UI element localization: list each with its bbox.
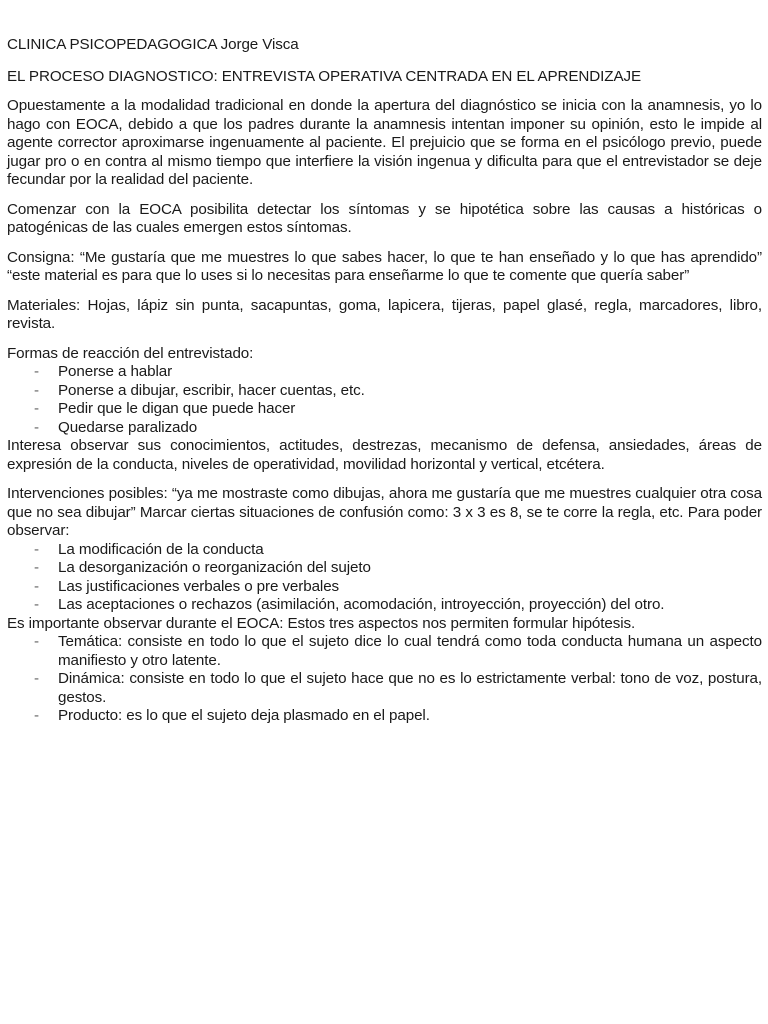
document-title: CLINICA PSICOPEDAGOGICA Jorge Visca	[7, 36, 299, 53]
aspects-list	[7, 633, 762, 726]
list-item: - Las aceptaciones o rechazos (asimilación, acomodación, introyección, proyección) del otro.	[7, 596, 762, 615]
list-item: - Ponerse a dibujar, escribir, hacer cuentas, etc.	[7, 382, 762, 401]
paragraph-materiales: Materiales: Hojas, lápiz sin punta, sacapuntas, goma, lapicera, tijeras, papel glasé, regla, marcadores, libro, revista.	[7, 296, 762, 332]
document-subtitle: EL PROCESO DIAGNOSTICO: ENTREVISTA OPERATIVA CENTRADA EN EL APRENDIZAJE	[7, 67, 642, 85]
paragraph-importante: Es importante observar durante el EOCA: Estos tres aspectos nos permiten formular hipótesis.	[7, 614, 636, 632]
list-item: - La modificación de la conducta	[7, 541, 762, 560]
list-item: - Temática: consiste en todo lo que el sujeto dice lo cual tendrá como toda conducta humana un aspecto manifiesto y otro latente.	[7, 633, 762, 670]
list-item: - Quedarse paralizado	[7, 419, 762, 438]
observations-list	[7, 541, 762, 615]
paragraph-consigna: Consigna: “Me gustaría que me muestres lo que sabes hacer, lo que te han enseñado y lo que has aprendido” “este material es para que lo uses si lo necesitas para enseñarme lo que te comente que quería saber”	[7, 248, 762, 284]
list-item: - Ponerse a hablar	[7, 363, 762, 382]
list-item: - La desorganización o reorganización del sujeto	[7, 559, 762, 578]
paragraph-reactions-heading: Formas de reacción del entrevistado:	[7, 344, 254, 362]
paragraph-intro: Opuestamente a la modalidad tradicional en donde la apertura del diagnóstico se inicia con la anamnesis, yo lo hago con EOCA, debido a que los padres durante la anamnesis intentan imponer su opinión, esto le impide al agente corrector aproximarse ingenuamente al paciente. El prejuicio que se forma en el psicólogo previo, puede jugar pro o en contra al mismo tiempo que interfiere la visión ingenua y dificulta para que el entrevistador se deje fecundar por la realidad del paciente.	[7, 97, 762, 188]
list-item: - Las justificaciones verbales o pre verbales	[7, 578, 762, 597]
list-item: - Dinámica: consiste en todo lo que el sujeto hace que no es lo estrictamente verbal: tono de voz, postura, gestos.	[7, 670, 762, 707]
list-item: - Producto: es lo que el sujeto deja plasmado en el papel.	[7, 707, 762, 726]
paragraph-intervenciones: Intervenciones posibles: “ya me mostraste como dibujas, ahora me gustaría que me muestres cualquier otra cosa que no sea dibujar” Marcar ciertas situaciones de confusión como: 3 x 3 es 8, se te corre la regla, etc. Para poder observar:	[7, 485, 762, 539]
list-item: - Pedir que le digan que puede hacer	[7, 400, 762, 419]
paragraph-interesa: Interesa observar sus conocimientos, actitudes, destrezas, mecanismo de defensa, ansiedades, áreas de expresión de la conducta, niveles de operatividad, movilidad horizontal y vertical, etcétera.	[7, 437, 762, 473]
reactions-list	[7, 363, 762, 437]
paragraph-eoca: Comenzar con la EOCA posibilita detectar los síntomas y se hipotética sobre las causas a históricas o patogénicas de las cuales emergen estos síntomas.	[7, 200, 762, 236]
